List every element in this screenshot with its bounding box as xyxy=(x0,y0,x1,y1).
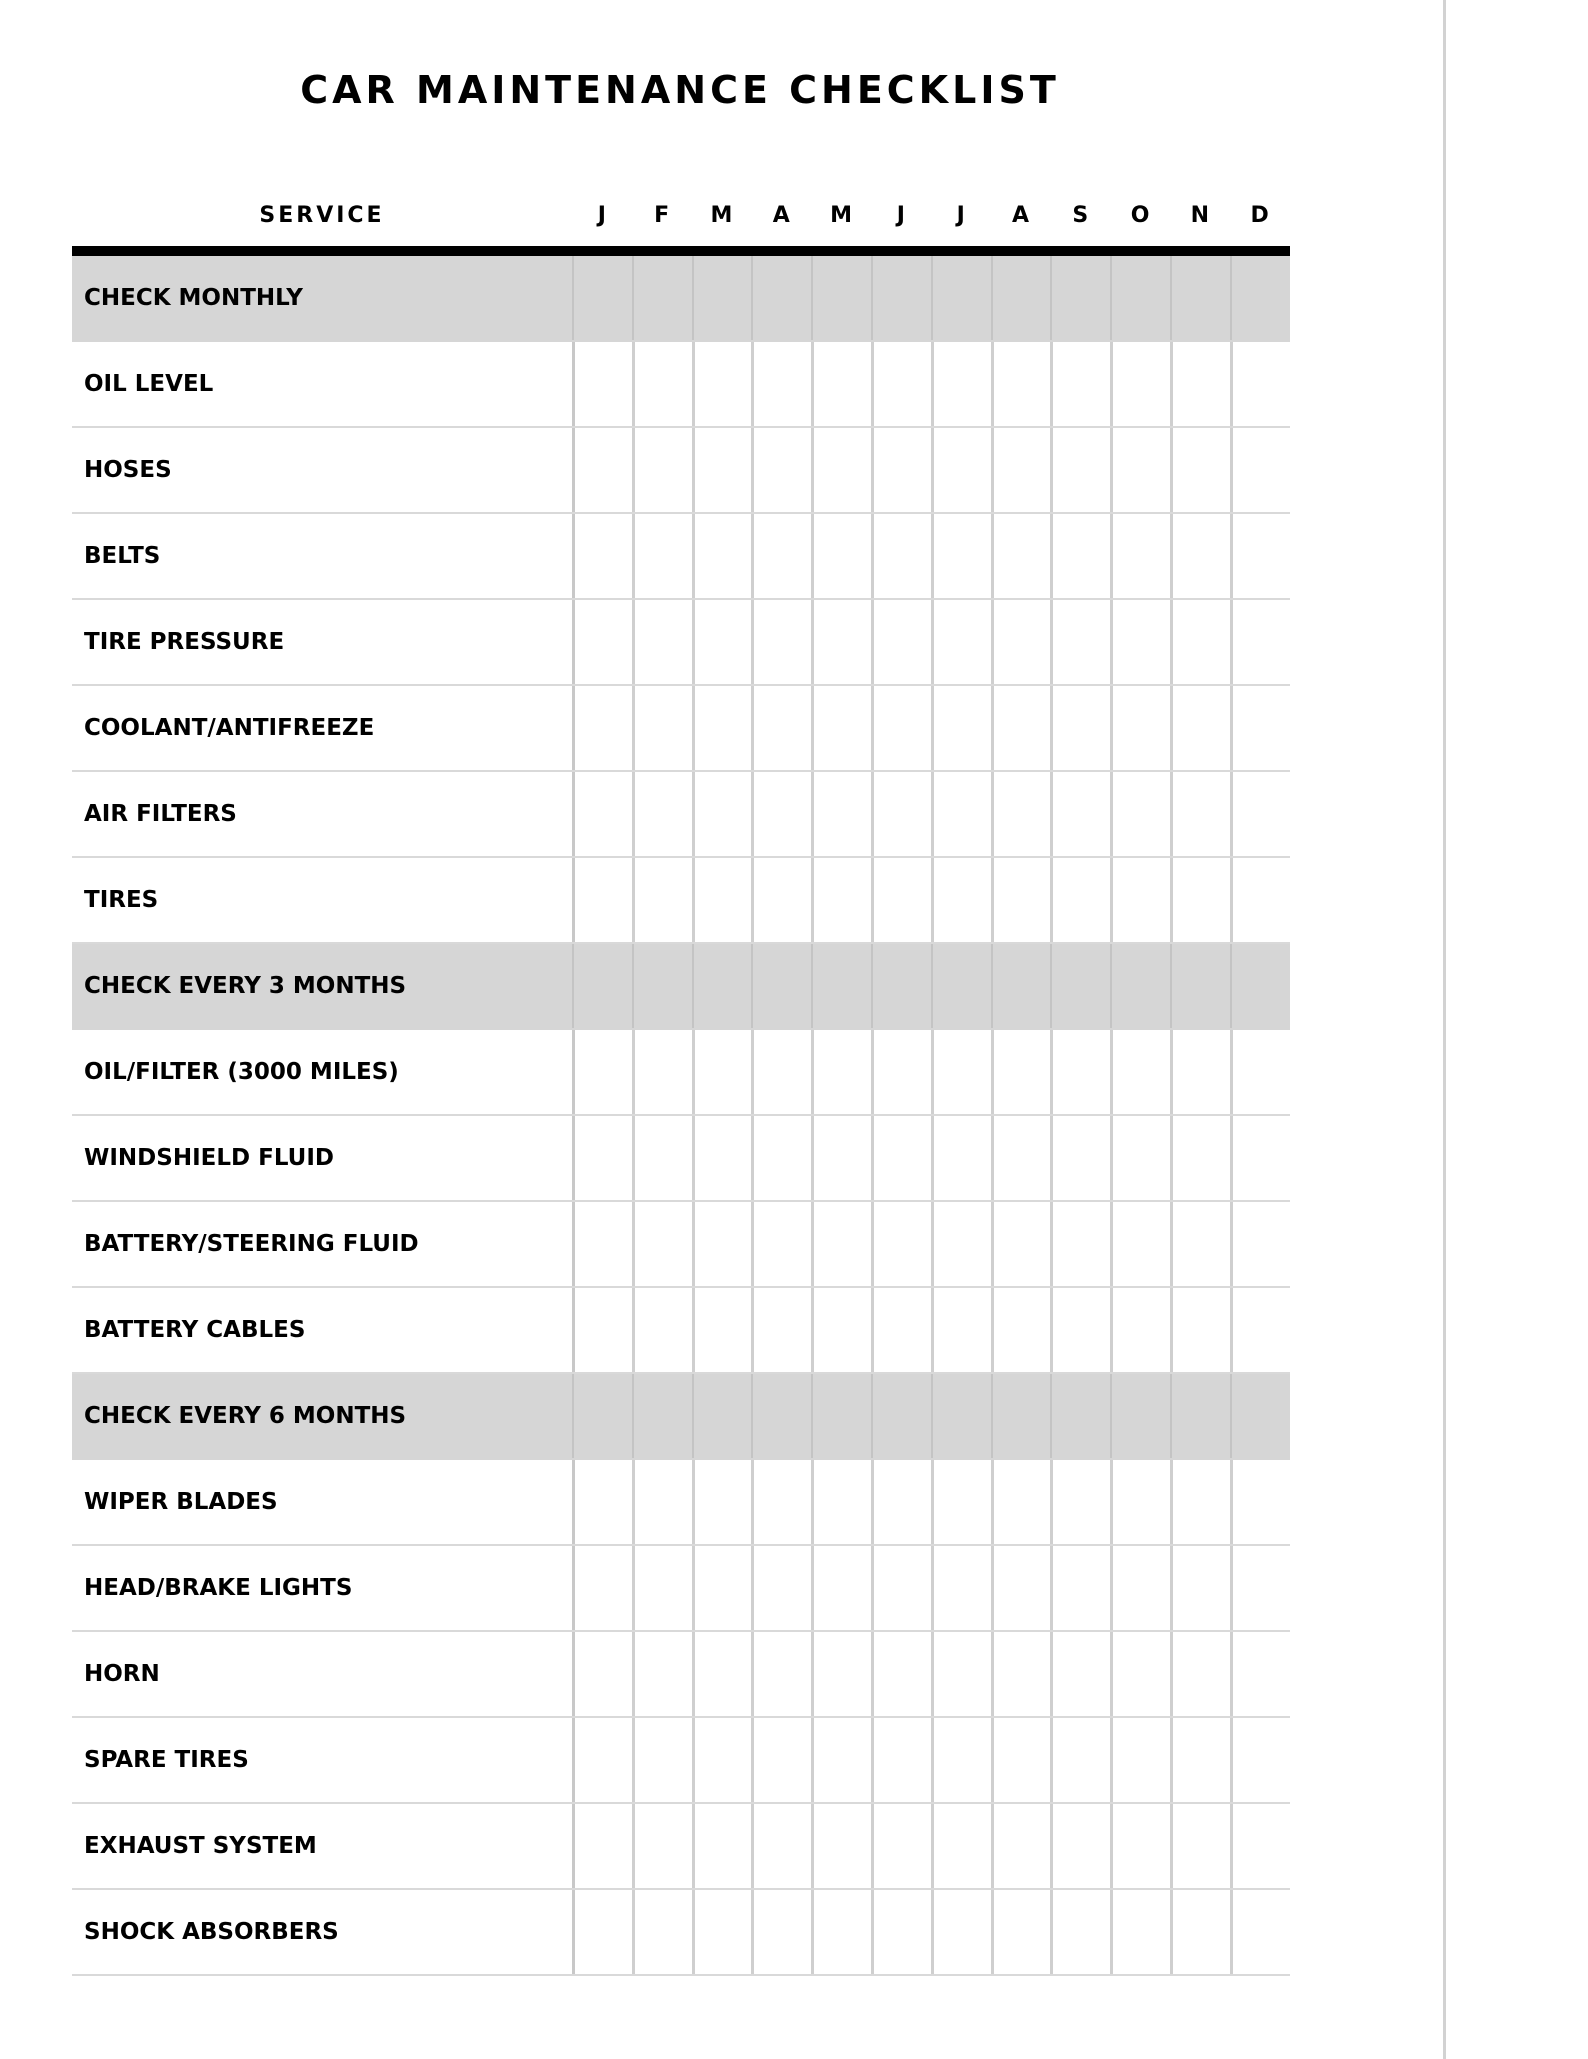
check-cell-feb[interactable] xyxy=(632,342,692,426)
check-cell-jul[interactable] xyxy=(931,1460,991,1544)
check-cell-apr[interactable] xyxy=(751,1632,811,1716)
check-cell-mar[interactable] xyxy=(692,1030,752,1114)
check-cell-oct[interactable] xyxy=(1110,1890,1170,1974)
check-cell-apr[interactable] xyxy=(751,342,811,426)
service-column-header: SERVICE xyxy=(259,203,385,228)
month-header-dec: D xyxy=(1250,203,1269,228)
service-label: SPARE TIRES xyxy=(84,1747,249,1773)
check-cell-aug xyxy=(991,944,1051,1028)
check-cell-oct[interactable] xyxy=(1110,1546,1170,1630)
check-cell-mar xyxy=(692,1374,752,1458)
check-cell-mar[interactable] xyxy=(692,1546,752,1630)
check-cell-may xyxy=(811,944,871,1028)
check-cell-may[interactable] xyxy=(811,1718,871,1802)
check-cell-sep[interactable] xyxy=(1050,686,1110,770)
check-cell-dec[interactable] xyxy=(1230,1460,1290,1544)
service-label: TIRE PRESSURE xyxy=(84,629,285,655)
check-cell-feb[interactable] xyxy=(632,858,692,942)
column-header-row xyxy=(72,196,1290,236)
check-cell-mar[interactable] xyxy=(692,686,752,770)
check-cell-may[interactable] xyxy=(811,1116,871,1200)
service-label: HEAD/BRAKE LIGHTS xyxy=(84,1575,353,1601)
check-cell-oct[interactable] xyxy=(1110,1804,1170,1888)
service-label: BELTS xyxy=(84,543,161,569)
check-cell-aug[interactable] xyxy=(991,1632,1051,1716)
check-cell-dec[interactable] xyxy=(1230,1202,1290,1286)
check-cell-may[interactable] xyxy=(811,428,871,512)
check-cell-feb[interactable] xyxy=(632,428,692,512)
checklist-row xyxy=(72,1202,1290,1288)
service-label: OIL/FILTER (3000 MILES) xyxy=(84,1059,399,1085)
check-cell-nov xyxy=(1170,944,1230,1028)
check-cell-jul[interactable] xyxy=(931,1718,991,1802)
check-cell-sep[interactable] xyxy=(1050,342,1110,426)
check-cell-mar[interactable] xyxy=(692,1460,752,1544)
check-cell-aug[interactable] xyxy=(991,1546,1051,1630)
month-header-apr: A xyxy=(772,203,790,228)
check-cell-apr[interactable] xyxy=(751,600,811,684)
check-cell-jan xyxy=(572,944,632,1028)
check-cell-jan[interactable] xyxy=(572,600,632,684)
check-cell-jul xyxy=(931,944,991,1028)
check-cell-jan[interactable] xyxy=(572,342,632,426)
checklist-row xyxy=(72,1718,1290,1804)
check-cell-nov[interactable] xyxy=(1170,1890,1230,1974)
check-cell-oct[interactable] xyxy=(1110,858,1170,942)
check-cell-dec[interactable] xyxy=(1230,686,1290,770)
check-cell-may[interactable] xyxy=(811,772,871,856)
check-cell-jul[interactable] xyxy=(931,686,991,770)
service-label: TIRES xyxy=(84,887,159,913)
check-cell-jan xyxy=(572,1374,632,1458)
check-cell-dec[interactable] xyxy=(1230,1116,1290,1200)
check-cell-may[interactable] xyxy=(811,1288,871,1372)
check-cell-nov[interactable] xyxy=(1170,428,1230,512)
check-cell-dec[interactable] xyxy=(1230,772,1290,856)
check-cell-aug[interactable] xyxy=(991,600,1051,684)
check-cell-nov[interactable] xyxy=(1170,772,1230,856)
month-header-jun: J xyxy=(896,203,905,228)
section-header-row xyxy=(72,1374,1290,1460)
check-cell-apr[interactable] xyxy=(751,858,811,942)
check-cell-nov[interactable] xyxy=(1170,342,1230,426)
check-cell-apr[interactable] xyxy=(751,1202,811,1286)
check-cell-jun[interactable] xyxy=(871,514,931,598)
check-cell-jan[interactable] xyxy=(572,1030,632,1114)
page-margin xyxy=(1446,0,1588,2059)
check-cell-jun[interactable] xyxy=(871,772,931,856)
check-cell-nov[interactable] xyxy=(1170,1718,1230,1802)
check-cell-mar[interactable] xyxy=(692,1890,752,1974)
check-cell-dec[interactable] xyxy=(1230,1288,1290,1372)
check-cell-may[interactable] xyxy=(811,1804,871,1888)
check-cell-sep[interactable] xyxy=(1050,600,1110,684)
check-cell-mar xyxy=(692,256,752,340)
check-cell-jan[interactable] xyxy=(572,772,632,856)
check-cell-feb[interactable] xyxy=(632,1546,692,1630)
check-cell-may[interactable] xyxy=(811,1460,871,1544)
check-cell-feb[interactable] xyxy=(632,1202,692,1286)
check-cell-jun xyxy=(871,944,931,1028)
check-cell-jul[interactable] xyxy=(931,428,991,512)
service-label: OIL LEVEL xyxy=(84,371,214,397)
check-cell-sep[interactable] xyxy=(1050,1288,1110,1372)
checklist-row xyxy=(72,1632,1290,1718)
check-cell-jun[interactable] xyxy=(871,1030,931,1114)
check-cell-jul[interactable] xyxy=(931,1546,991,1630)
check-cell-mar[interactable] xyxy=(692,1202,752,1286)
check-cell-nov xyxy=(1170,1374,1230,1458)
check-cell-feb xyxy=(632,1374,692,1458)
check-cell-mar[interactable] xyxy=(692,514,752,598)
section-header-row xyxy=(72,256,1290,342)
check-cell-mar[interactable] xyxy=(692,342,752,426)
check-cell-apr[interactable] xyxy=(751,1890,811,1974)
page-title: CAR MAINTENANCE CHECKLIST xyxy=(300,68,1060,112)
check-cell-jan[interactable] xyxy=(572,1718,632,1802)
check-cell-nov[interactable] xyxy=(1170,1116,1230,1200)
check-cell-mar[interactable] xyxy=(692,772,752,856)
month-header-may: M xyxy=(830,203,853,228)
check-cell-oct xyxy=(1110,1374,1170,1458)
check-cell-jul[interactable] xyxy=(931,1202,991,1286)
check-cell-mar[interactable] xyxy=(692,1288,752,1372)
service-label: BATTERY CABLES xyxy=(84,1317,306,1343)
check-cell-sep xyxy=(1050,944,1110,1028)
check-cell-dec[interactable] xyxy=(1230,428,1290,512)
check-cell-aug[interactable] xyxy=(991,1890,1051,1974)
check-cell-mar[interactable] xyxy=(692,600,752,684)
check-cell-aug[interactable] xyxy=(991,342,1051,426)
check-cell-feb[interactable] xyxy=(632,686,692,770)
check-cell-apr xyxy=(751,1374,811,1458)
section-header-row xyxy=(72,944,1290,1030)
check-cell-sep[interactable] xyxy=(1050,1460,1110,1544)
check-cell-jun[interactable] xyxy=(871,1890,931,1974)
checklist-row xyxy=(72,1804,1290,1890)
service-label: WIPER BLADES xyxy=(84,1489,278,1515)
check-cell-aug[interactable] xyxy=(991,1718,1051,1802)
check-cell-feb[interactable] xyxy=(632,1116,692,1200)
check-cell-sep[interactable] xyxy=(1050,1804,1110,1888)
check-cell-apr[interactable] xyxy=(751,428,811,512)
checklist-table xyxy=(72,256,1290,1976)
check-cell-dec[interactable] xyxy=(1230,342,1290,426)
check-cell-jan[interactable] xyxy=(572,514,632,598)
check-cell-dec[interactable] xyxy=(1230,858,1290,942)
check-cell-sep[interactable] xyxy=(1050,1546,1110,1630)
check-cell-jul[interactable] xyxy=(931,1632,991,1716)
checklist-row xyxy=(72,1288,1290,1374)
check-cell-sep[interactable] xyxy=(1050,1202,1110,1286)
checklist-row xyxy=(72,1460,1290,1546)
check-cell-jun xyxy=(871,1374,931,1458)
check-cell-jun[interactable] xyxy=(871,1632,931,1716)
check-cell-jul[interactable] xyxy=(931,514,991,598)
month-header-jan: J xyxy=(597,203,606,228)
check-cell-feb[interactable] xyxy=(632,1030,692,1114)
check-cell-aug[interactable] xyxy=(991,858,1051,942)
check-cell-jul[interactable] xyxy=(931,600,991,684)
check-cell-jun[interactable] xyxy=(871,1460,931,1544)
checklist-row xyxy=(72,858,1290,944)
check-cell-oct xyxy=(1110,256,1170,340)
check-cell-oct[interactable] xyxy=(1110,428,1170,512)
check-cell-sep[interactable] xyxy=(1050,1116,1110,1200)
check-cell-oct[interactable] xyxy=(1110,1718,1170,1802)
check-cell-oct[interactable] xyxy=(1110,1460,1170,1544)
check-cell-jul xyxy=(931,256,991,340)
check-cell-feb[interactable] xyxy=(632,1632,692,1716)
check-cell-jul xyxy=(931,1374,991,1458)
check-cell-sep[interactable] xyxy=(1050,1890,1110,1974)
check-cell-feb[interactable] xyxy=(632,1718,692,1802)
check-cell-jan xyxy=(572,256,632,340)
check-cell-mar[interactable] xyxy=(692,1116,752,1200)
checklist-row xyxy=(72,686,1290,772)
check-cell-oct[interactable] xyxy=(1110,1632,1170,1716)
check-cell-aug[interactable] xyxy=(991,1288,1051,1372)
month-header-jul: J xyxy=(956,203,965,228)
check-cell-apr[interactable] xyxy=(751,1116,811,1200)
month-header-oct: O xyxy=(1130,203,1150,228)
check-cell-dec[interactable] xyxy=(1230,1718,1290,1802)
check-cell-feb xyxy=(632,256,692,340)
section-title: CHECK MONTHLY xyxy=(84,285,303,311)
check-cell-sep xyxy=(1050,256,1110,340)
check-cell-sep[interactable] xyxy=(1050,858,1110,942)
check-cell-feb[interactable] xyxy=(632,600,692,684)
check-cell-oct[interactable] xyxy=(1110,1030,1170,1114)
check-cell-jan[interactable] xyxy=(572,1804,632,1888)
check-cell-dec[interactable] xyxy=(1230,1804,1290,1888)
check-cell-may[interactable] xyxy=(811,858,871,942)
check-cell-dec[interactable] xyxy=(1230,514,1290,598)
check-cell-apr[interactable] xyxy=(751,1718,811,1802)
service-label: SHOCK ABSORBERS xyxy=(84,1919,339,1945)
check-cell-oct[interactable] xyxy=(1110,1288,1170,1372)
check-cell-jan[interactable] xyxy=(572,1460,632,1544)
check-cell-sep xyxy=(1050,1374,1110,1458)
check-cell-sep[interactable] xyxy=(1050,514,1110,598)
service-label: EXHAUST SYSTEM xyxy=(84,1833,317,1859)
check-cell-mar[interactable] xyxy=(692,428,752,512)
section-title: CHECK EVERY 6 MONTHS xyxy=(84,1403,407,1429)
service-label: WINDSHIELD FLUID xyxy=(84,1145,334,1171)
check-cell-jun[interactable] xyxy=(871,1546,931,1630)
checklist-row xyxy=(72,1116,1290,1202)
month-header-nov: N xyxy=(1190,203,1210,228)
check-cell-jun[interactable] xyxy=(871,1718,931,1802)
service-label: HOSES xyxy=(84,457,172,483)
check-cell-may xyxy=(811,256,871,340)
checklist-row xyxy=(72,1030,1290,1116)
check-cell-jul[interactable] xyxy=(931,772,991,856)
service-label: BATTERY/STEERING FLUID xyxy=(84,1231,419,1257)
check-cell-jul[interactable] xyxy=(931,1890,991,1974)
check-cell-nov[interactable] xyxy=(1170,686,1230,770)
check-cell-jan[interactable] xyxy=(572,1202,632,1286)
check-cell-nov[interactable] xyxy=(1170,1546,1230,1630)
check-cell-jun[interactable] xyxy=(871,858,931,942)
check-cell-jul[interactable] xyxy=(931,858,991,942)
check-cell-aug[interactable] xyxy=(991,772,1051,856)
check-cell-may[interactable] xyxy=(811,1632,871,1716)
check-cell-may[interactable] xyxy=(811,1202,871,1286)
check-cell-apr xyxy=(751,256,811,340)
check-cell-feb xyxy=(632,944,692,1028)
check-cell-may[interactable] xyxy=(811,1546,871,1630)
check-cell-nov[interactable] xyxy=(1170,1030,1230,1114)
check-cell-oct[interactable] xyxy=(1110,342,1170,426)
check-cell-mar[interactable] xyxy=(692,1718,752,1802)
check-cell-nov[interactable] xyxy=(1170,600,1230,684)
check-cell-jun[interactable] xyxy=(871,1804,931,1888)
check-cell-nov[interactable] xyxy=(1170,858,1230,942)
checklist-row xyxy=(72,514,1290,600)
check-cell-jun[interactable] xyxy=(871,342,931,426)
checklist-row xyxy=(72,600,1290,686)
check-cell-oct[interactable] xyxy=(1110,1116,1170,1200)
check-cell-oct[interactable] xyxy=(1110,514,1170,598)
check-cell-feb[interactable] xyxy=(632,772,692,856)
check-cell-oct xyxy=(1110,944,1170,1028)
check-cell-dec[interactable] xyxy=(1230,1890,1290,1974)
check-cell-jul[interactable] xyxy=(931,1288,991,1372)
check-cell-nov[interactable] xyxy=(1170,1202,1230,1286)
check-cell-jan[interactable] xyxy=(572,428,632,512)
check-cell-apr[interactable] xyxy=(751,514,811,598)
check-cell-aug[interactable] xyxy=(991,1804,1051,1888)
header-divider xyxy=(72,246,1290,256)
service-label: AIR FILTERS xyxy=(84,801,237,827)
check-cell-jun[interactable] xyxy=(871,600,931,684)
check-cell-sep[interactable] xyxy=(1050,1718,1110,1802)
service-label: HORN xyxy=(84,1661,160,1687)
check-cell-jun[interactable] xyxy=(871,1202,931,1286)
checklist-row xyxy=(72,1890,1290,1976)
month-header-sep: S xyxy=(1072,203,1089,228)
check-cell-nov[interactable] xyxy=(1170,1288,1230,1372)
check-cell-jan[interactable] xyxy=(572,1288,632,1372)
check-cell-mar[interactable] xyxy=(692,1632,752,1716)
month-header-aug: A xyxy=(1011,203,1029,228)
check-cell-oct[interactable] xyxy=(1110,772,1170,856)
check-cell-mar[interactable] xyxy=(692,1804,752,1888)
check-cell-nov[interactable] xyxy=(1170,514,1230,598)
check-cell-may xyxy=(811,1374,871,1458)
month-header-feb: F xyxy=(654,203,670,228)
check-cell-aug[interactable] xyxy=(991,1202,1051,1286)
check-cell-feb[interactable] xyxy=(632,1288,692,1372)
check-cell-jul[interactable] xyxy=(931,1804,991,1888)
check-cell-jun[interactable] xyxy=(871,428,931,512)
check-cell-jan[interactable] xyxy=(572,1116,632,1200)
check-cell-oct[interactable] xyxy=(1110,600,1170,684)
service-label: COOLANT/ANTIFREEZE xyxy=(84,715,375,741)
check-cell-may[interactable] xyxy=(811,342,871,426)
check-cell-jan[interactable] xyxy=(572,1546,632,1630)
check-cell-aug[interactable] xyxy=(991,1116,1051,1200)
check-cell-mar xyxy=(692,944,752,1028)
check-cell-dec xyxy=(1230,1374,1290,1458)
check-cell-apr[interactable] xyxy=(751,1460,811,1544)
check-cell-feb[interactable] xyxy=(632,1460,692,1544)
check-cell-dec[interactable] xyxy=(1230,1546,1290,1630)
check-cell-jun[interactable] xyxy=(871,686,931,770)
check-cell-sep[interactable] xyxy=(1050,428,1110,512)
check-cell-dec[interactable] xyxy=(1230,600,1290,684)
check-cell-oct[interactable] xyxy=(1110,686,1170,770)
check-cell-may[interactable] xyxy=(811,600,871,684)
check-cell-mar[interactable] xyxy=(692,858,752,942)
check-cell-jul[interactable] xyxy=(931,1030,991,1114)
check-cell-jan[interactable] xyxy=(572,1632,632,1716)
check-cell-jul[interactable] xyxy=(931,1116,991,1200)
check-cell-may[interactable] xyxy=(811,514,871,598)
checklist-row xyxy=(72,1546,1290,1632)
check-cell-apr[interactable] xyxy=(751,1288,811,1372)
check-cell-aug[interactable] xyxy=(991,1460,1051,1544)
check-cell-apr[interactable] xyxy=(751,1546,811,1630)
check-cell-nov[interactable] xyxy=(1170,1632,1230,1716)
check-cell-sep[interactable] xyxy=(1050,772,1110,856)
check-cell-feb[interactable] xyxy=(632,1890,692,1974)
section-title: CHECK EVERY 3 MONTHS xyxy=(84,973,407,999)
checklist-row xyxy=(72,342,1290,428)
check-cell-nov[interactable] xyxy=(1170,1460,1230,1544)
check-cell-nov xyxy=(1170,256,1230,340)
check-cell-dec xyxy=(1230,256,1290,340)
check-cell-feb[interactable] xyxy=(632,514,692,598)
check-cell-jun xyxy=(871,256,931,340)
check-cell-sep[interactable] xyxy=(1050,1632,1110,1716)
check-cell-aug[interactable] xyxy=(991,1030,1051,1114)
check-cell-apr[interactable] xyxy=(751,1030,811,1114)
check-cell-apr xyxy=(751,944,811,1028)
check-cell-may[interactable] xyxy=(811,1030,871,1114)
check-cell-aug xyxy=(991,1374,1051,1458)
check-cell-dec[interactable] xyxy=(1230,1030,1290,1114)
month-header-mar: M xyxy=(710,203,733,228)
check-cell-jan[interactable] xyxy=(572,858,632,942)
check-cell-aug xyxy=(991,256,1051,340)
check-cell-feb[interactable] xyxy=(632,1804,692,1888)
check-cell-sep[interactable] xyxy=(1050,1030,1110,1114)
check-cell-apr[interactable] xyxy=(751,772,811,856)
check-cell-may[interactable] xyxy=(811,686,871,770)
checklist-row xyxy=(72,772,1290,858)
check-cell-jun[interactable] xyxy=(871,1116,931,1200)
check-cell-jun[interactable] xyxy=(871,1288,931,1372)
check-cell-aug[interactable] xyxy=(991,686,1051,770)
check-cell-may[interactable] xyxy=(811,1890,871,1974)
check-cell-nov[interactable] xyxy=(1170,1804,1230,1888)
check-cell-jan[interactable] xyxy=(572,686,632,770)
check-cell-jan[interactable] xyxy=(572,1890,632,1974)
check-cell-oct[interactable] xyxy=(1110,1202,1170,1286)
check-cell-dec xyxy=(1230,944,1290,1028)
check-cell-aug[interactable] xyxy=(991,428,1051,512)
checklist-row xyxy=(72,428,1290,514)
check-cell-dec[interactable] xyxy=(1230,1632,1290,1716)
check-cell-apr[interactable] xyxy=(751,1804,811,1888)
check-cell-jul[interactable] xyxy=(931,342,991,426)
check-cell-apr[interactable] xyxy=(751,686,811,770)
check-cell-aug[interactable] xyxy=(991,514,1051,598)
